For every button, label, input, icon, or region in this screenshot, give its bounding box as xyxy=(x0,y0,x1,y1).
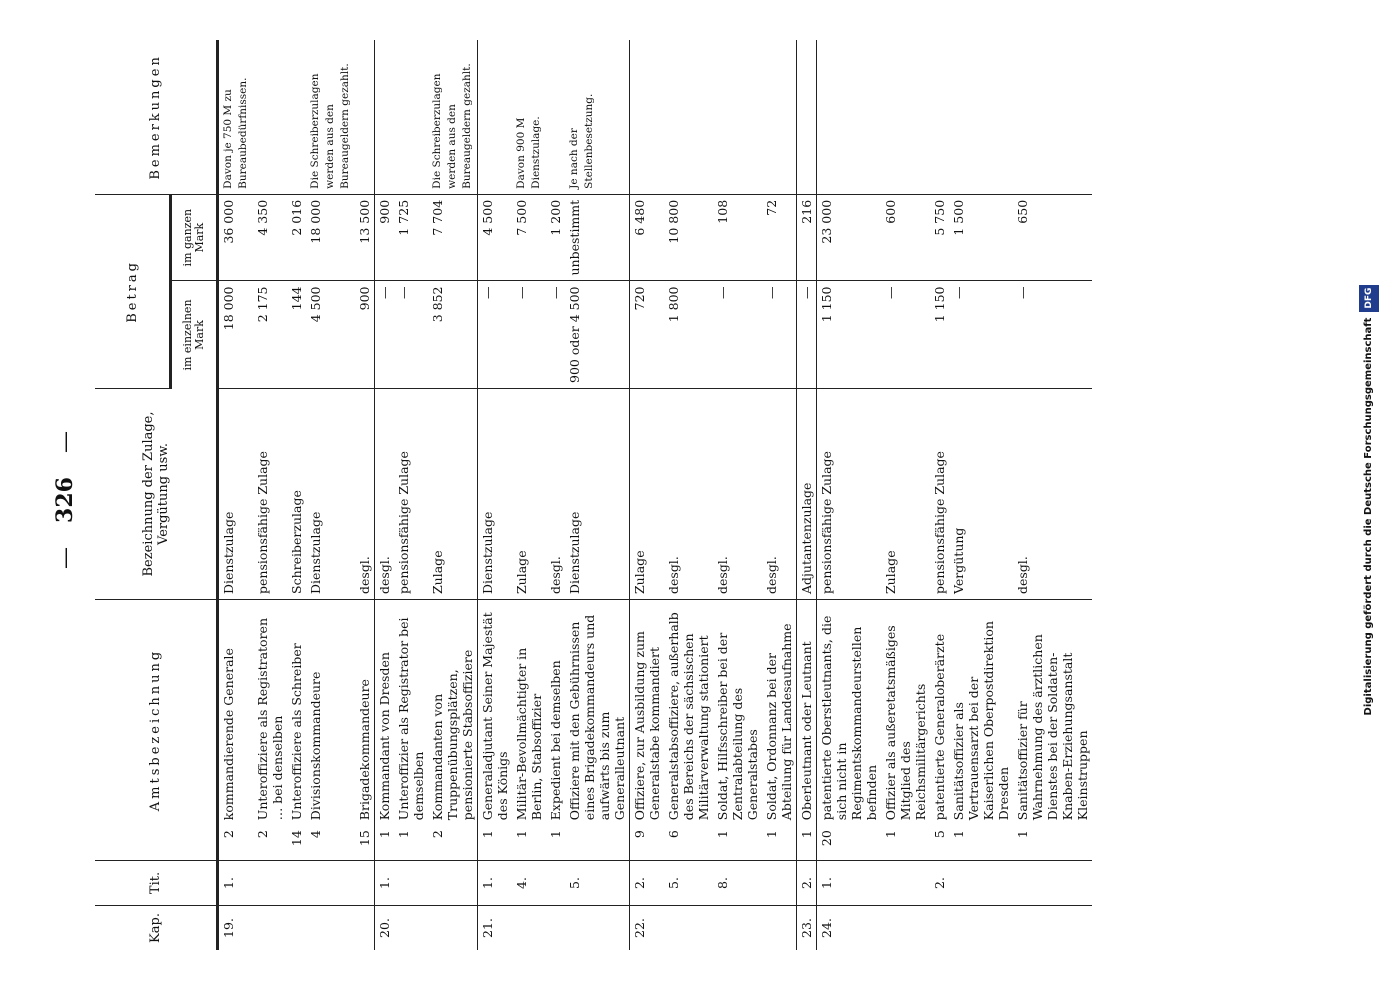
count-cell: 4 xyxy=(306,825,355,860)
bemerkung-cell xyxy=(817,40,882,194)
table-row xyxy=(394,40,428,950)
count-cell: 15 xyxy=(355,825,375,860)
bemerkung-cell xyxy=(355,40,375,194)
kap-cell xyxy=(762,906,797,951)
einzelnen-cell: — xyxy=(713,281,762,389)
page-number: —326— xyxy=(52,431,78,569)
count-cell: 1 xyxy=(797,825,817,860)
digitization-note-wrapper xyxy=(1359,10,1379,990)
einzelnen-cell: 2 175 xyxy=(253,281,287,389)
bemerkung-cell xyxy=(394,40,428,194)
einzelnen-cell: — xyxy=(762,281,797,389)
einzelnen-cell: — xyxy=(546,281,565,389)
einzelnen-cell: 900 oder 4 500 xyxy=(565,281,630,389)
bemerkung-cell xyxy=(287,40,306,194)
table-row xyxy=(253,40,287,950)
kap-cell xyxy=(512,906,546,951)
bezeichnung-cell: pensionsfähige Zulage xyxy=(394,389,428,600)
kap-cell xyxy=(394,906,428,951)
bezeichnung-cell: desgl. xyxy=(546,389,565,600)
amt-cell: Soldat, Ordonnanz bei der Abteilung für Landesaufnahme xyxy=(764,623,794,821)
bezeichnung-cell: Dienstzulage xyxy=(565,389,630,600)
bezeichnung-cell: Zulage xyxy=(512,389,546,600)
tit-cell xyxy=(881,861,930,906)
bezeichnung-cell: Dienstzulage xyxy=(478,389,513,600)
bezeichnung-cell: desgl. xyxy=(375,389,395,600)
count-cell: 1 xyxy=(1013,825,1092,860)
table-row xyxy=(797,40,817,950)
ganzen-cell: 650 xyxy=(1013,194,1092,281)
tit-cell: 5. xyxy=(565,861,630,906)
kap-cell xyxy=(546,906,565,951)
amt-cell: Militär-Bevollmächtigter in Berlin, Stabsoffizier xyxy=(514,647,544,821)
kap-cell: 21. xyxy=(478,906,513,951)
tit-cell: 2. xyxy=(797,861,817,906)
kap-cell: 20. xyxy=(375,906,395,951)
header-einzelnen: im einzelnen Mark xyxy=(171,281,218,389)
table-row xyxy=(306,40,355,950)
table-row xyxy=(930,40,949,950)
einzelnen-cell: 1 150 xyxy=(930,281,949,389)
amt-cell: Sanitätsoffizier als Vertrauensarzt bei der Kaiserlichen Oberpostdirektion Dresden xyxy=(951,621,1011,821)
tit-cell: 4. xyxy=(512,861,546,906)
einzelnen-cell: 1 800 xyxy=(664,281,713,389)
amt-cell: Soldat, Hilfsschreiber bei der Zentralabteilung des Generalstabes xyxy=(715,632,760,821)
bemerkung-cell xyxy=(881,40,930,194)
table-row xyxy=(375,40,395,950)
einzelnen-cell: — xyxy=(797,281,817,389)
count-cell: 1 xyxy=(512,825,546,860)
ganzen-cell: 6 480 xyxy=(630,194,665,281)
table-row xyxy=(355,40,375,950)
einzelnen-cell: — xyxy=(881,281,930,389)
bezeichnung-cell: desgl. xyxy=(664,389,713,600)
amt-cell: Brigadekommandeure xyxy=(357,679,372,821)
tit-cell xyxy=(287,861,306,906)
amt-cell: Kommandanten von Truppenübungsplätzen, pensionierte Stabsoffiziere xyxy=(430,649,475,821)
header-tit: Tit. xyxy=(95,861,218,906)
amt-cell: patentierte Oberstleutnants, die sich nicht in Regimentskommandeurstellen befinden xyxy=(817,600,882,826)
amt-cell: Generaladjutant Seiner Majestät des Königs xyxy=(478,600,513,826)
table-row xyxy=(762,40,797,950)
amt-cell: Offiziere, zur Ausbildung zum Generalstabe kommandiert xyxy=(630,600,665,826)
count-cell: 1 xyxy=(375,825,395,860)
bemerkung-cell: Davon je 750 M zu Bureaubedürfnissen. xyxy=(218,40,254,194)
bemerkung-cell xyxy=(930,40,949,194)
kap-cell xyxy=(930,906,949,951)
bemerkung-cell xyxy=(1013,40,1092,194)
table-row xyxy=(713,40,762,950)
header-bemerkungen: Bemerkungen xyxy=(95,40,218,194)
tit-cell xyxy=(762,861,797,906)
ganzen-cell: unbestimmt xyxy=(565,194,630,281)
einzelnen-cell: — xyxy=(1013,281,1092,389)
count-cell: 14 xyxy=(287,825,306,860)
amt-cell: Kommandant von Dresden xyxy=(375,600,395,826)
header-kap: Kap. xyxy=(95,906,218,951)
amt-cell: Expedient bei demselben xyxy=(548,660,563,821)
count-cell: 6 xyxy=(664,825,713,860)
kap-cell: 19. xyxy=(218,906,254,951)
header-amt: Amtsbezeichnung xyxy=(95,600,218,861)
bemerkung-cell xyxy=(478,40,513,194)
tit-cell: 1. xyxy=(218,861,254,906)
ganzen-cell: 1 500 xyxy=(949,194,1013,281)
table-row xyxy=(218,40,254,950)
amt-cell: kommandierende Generale xyxy=(218,600,254,826)
einzelnen-cell: — xyxy=(949,281,1013,389)
count-cell: 2 xyxy=(253,825,287,860)
kap-cell xyxy=(565,906,630,951)
einzelnen-cell: 3 852 xyxy=(428,281,478,389)
tit-cell xyxy=(306,861,355,906)
tit-cell xyxy=(1013,861,1092,906)
ganzen-cell: 7 704 xyxy=(428,194,478,281)
amt-cell: patentierte Generaloberärzte xyxy=(932,633,947,821)
bemerkung-cell xyxy=(664,40,713,194)
tit-cell: 8. xyxy=(713,861,762,906)
ganzen-cell: 216 xyxy=(797,194,817,281)
einzelnen-cell: — xyxy=(394,281,428,389)
count-cell: 1 xyxy=(949,825,1013,860)
table-row xyxy=(881,40,930,950)
header-betrag: Betrag xyxy=(95,194,171,388)
ganzen-cell: 4 500 xyxy=(478,194,513,281)
table-row xyxy=(1013,40,1092,950)
bemerkung-cell xyxy=(375,40,395,194)
table-row xyxy=(287,40,306,950)
kap-cell xyxy=(1013,906,1092,951)
kap-cell: 23. xyxy=(797,906,817,951)
bemerkung-cell: Je nach der Stellenbesetzung. xyxy=(565,40,630,194)
table-row xyxy=(630,40,665,950)
amt-cell: Offizier als außeretatsmäßiges Mitglied des Reichsmilitärgerichts xyxy=(883,625,928,821)
ganzen-cell: 900 xyxy=(375,194,395,281)
kap-cell xyxy=(287,906,306,951)
tit-cell xyxy=(355,861,375,906)
einzelnen-cell: 900 xyxy=(355,281,375,389)
ganzen-cell: 5 750 xyxy=(930,194,949,281)
bemerkung-cell xyxy=(762,40,797,194)
tit-cell xyxy=(428,861,478,906)
kap-cell: 22. xyxy=(630,906,665,951)
kap-cell xyxy=(253,906,287,951)
tit-cell: 1. xyxy=(817,861,882,906)
count-cell: 1 xyxy=(478,825,513,860)
count-cell: 2 xyxy=(428,825,478,860)
kap-cell xyxy=(306,906,355,951)
count-cell: 1 xyxy=(881,825,930,860)
table-row xyxy=(546,40,565,950)
amt-cell: Divisionskommandeure xyxy=(308,671,323,821)
count-cell: 2 xyxy=(218,825,254,860)
table-row xyxy=(565,40,630,950)
bezeichnung-cell: Zulage xyxy=(428,389,478,600)
bezeichnung-cell: pensionsfähige Zulage xyxy=(817,389,882,600)
einzelnen-cell: — xyxy=(512,281,546,389)
bezeichnung-cell: desgl. xyxy=(355,389,375,600)
tit-cell xyxy=(546,861,565,906)
count-cell: 1 xyxy=(394,825,428,860)
bezeichnung-cell: Vergütung xyxy=(949,389,1013,600)
tit-cell: 2. xyxy=(630,861,665,906)
allowance-table xyxy=(95,40,1092,950)
count-cell: 1 xyxy=(762,825,797,860)
bezeichnung-cell: desgl. xyxy=(713,389,762,600)
kap-cell xyxy=(664,906,713,951)
amt-cell: Unteroffiziere als Schreiber xyxy=(289,643,304,821)
kap-cell xyxy=(881,906,930,951)
header-bezeichnung: Bezeichnung der Zulage, Vergütung usw. xyxy=(95,389,218,600)
kap-cell xyxy=(355,906,375,951)
bezeichnung-cell: pensionsfähige Zulage xyxy=(930,389,949,600)
bemerkung-cell xyxy=(797,40,817,194)
tit-cell: 2. xyxy=(930,861,949,906)
einzelnen-cell: — xyxy=(375,281,395,389)
bezeichnung-cell: desgl. xyxy=(1013,389,1092,600)
bemerkung-cell xyxy=(630,40,665,194)
ganzen-cell: 4 350 xyxy=(253,194,287,281)
ganzen-cell: 13 500 xyxy=(355,194,375,281)
bemerkung-cell xyxy=(949,40,1013,194)
bezeichnung-cell: desgl. xyxy=(762,389,797,600)
bezeichnung-cell: Dienstzulage xyxy=(306,389,355,600)
amt-cell: Offiziere mit den Gebührnissen eines Brigadekommandeurs und aufwärts bis zum Generalleutnant xyxy=(567,614,627,821)
ganzen-cell: 10 800 xyxy=(664,194,713,281)
amt-cell: Oberleutnant oder Leutnant xyxy=(797,600,817,826)
ganzen-cell: 2 016 xyxy=(287,194,306,281)
table-row xyxy=(512,40,546,950)
einzelnen-cell: 720 xyxy=(630,281,665,389)
ganzen-cell: 23 000 xyxy=(817,194,882,281)
kap-cell: 24. xyxy=(817,906,882,951)
count-cell: 1 xyxy=(546,825,565,860)
ganzen-cell: 1 725 xyxy=(394,194,428,281)
bezeichnung-cell: Dienstzulage xyxy=(218,389,254,600)
table-row xyxy=(664,40,713,950)
bemerkung-cell: Die Schreiberzulagen werden aus den Bureaugeldern gezahlt. xyxy=(306,40,355,194)
amt-cell: Sanitätsoffizier für Wahrnehmung des ärztlichen Dienstes bei der Soldaten-Knaben-Erziehungsanstalt Kleinstruppen xyxy=(1015,634,1090,821)
einzelnen-cell: 144 xyxy=(287,281,306,389)
ganzen-cell: 36 000 xyxy=(218,194,254,281)
digitization-note: Digitalisierung gefördert durch die Deutsche Forschungsgemeinschaft xyxy=(1363,317,1374,716)
amt-cell: Unteroffiziere als Registratoren … bei denselben xyxy=(255,618,285,821)
header-ganzen: im ganzen Mark xyxy=(171,194,218,281)
ganzen-cell: 108 xyxy=(713,194,762,281)
kap-cell xyxy=(949,906,1013,951)
ganzen-cell: 18 000 xyxy=(306,194,355,281)
count-cell: 9 xyxy=(630,825,665,860)
bezeichnung-cell: Adjutantenzulage xyxy=(797,389,817,600)
count-cell: 5 xyxy=(930,825,949,860)
ganzen-cell: 1 200 xyxy=(546,194,565,281)
count-cell: 1 xyxy=(713,825,762,860)
table-body xyxy=(218,40,1093,950)
einzelnen-cell: 18 000 xyxy=(218,281,254,389)
bemerkung-cell xyxy=(546,40,565,194)
einzelnen-cell: 4 500 xyxy=(306,281,355,389)
tit-cell xyxy=(253,861,287,906)
bezeichnung-cell: pensionsfähige Zulage xyxy=(253,389,287,600)
amt-cell: Unteroffizier als Registrator bei demselben xyxy=(396,617,426,821)
bezeichnung-cell: Zulage xyxy=(881,389,930,600)
count-cell: 20 xyxy=(817,825,882,860)
bezeichnung-cell: Schreiberzulage xyxy=(287,389,306,600)
einzelnen-cell: 1 150 xyxy=(817,281,882,389)
bemerkung-cell: Die Schreiberzulagen werden aus den Bureaugeldern gezahlt. xyxy=(428,40,478,194)
table-row xyxy=(817,40,882,950)
page-number-value: 326 xyxy=(52,477,78,523)
ganzen-cell: 7 500 xyxy=(512,194,546,281)
tit-cell: 1. xyxy=(478,861,513,906)
table-row xyxy=(428,40,478,950)
kap-cell xyxy=(428,906,478,951)
table-row xyxy=(949,40,1013,950)
tit-cell: 5. xyxy=(664,861,713,906)
bemerkung-cell: Davon 900 M Dienstzulage. xyxy=(512,40,546,194)
bemerkung-cell xyxy=(713,40,762,194)
tit-cell xyxy=(949,861,1013,906)
tit-cell: 1. xyxy=(375,861,395,906)
kap-cell xyxy=(713,906,762,951)
count-cell xyxy=(565,825,630,860)
bezeichnung-cell: Zulage xyxy=(630,389,665,600)
bemerkung-cell xyxy=(253,40,287,194)
ganzen-cell: 600 xyxy=(881,194,930,281)
ganzen-cell: 72 xyxy=(762,194,797,281)
dfg-logo: DFG xyxy=(1359,285,1379,312)
table-row xyxy=(478,40,513,950)
tit-cell xyxy=(394,861,428,906)
amt-cell: Generalstabsoffiziere, außerhalb des Bereichs der sächsischen Militärverwaltung stationiert xyxy=(666,612,711,821)
einzelnen-cell: — xyxy=(478,281,513,389)
